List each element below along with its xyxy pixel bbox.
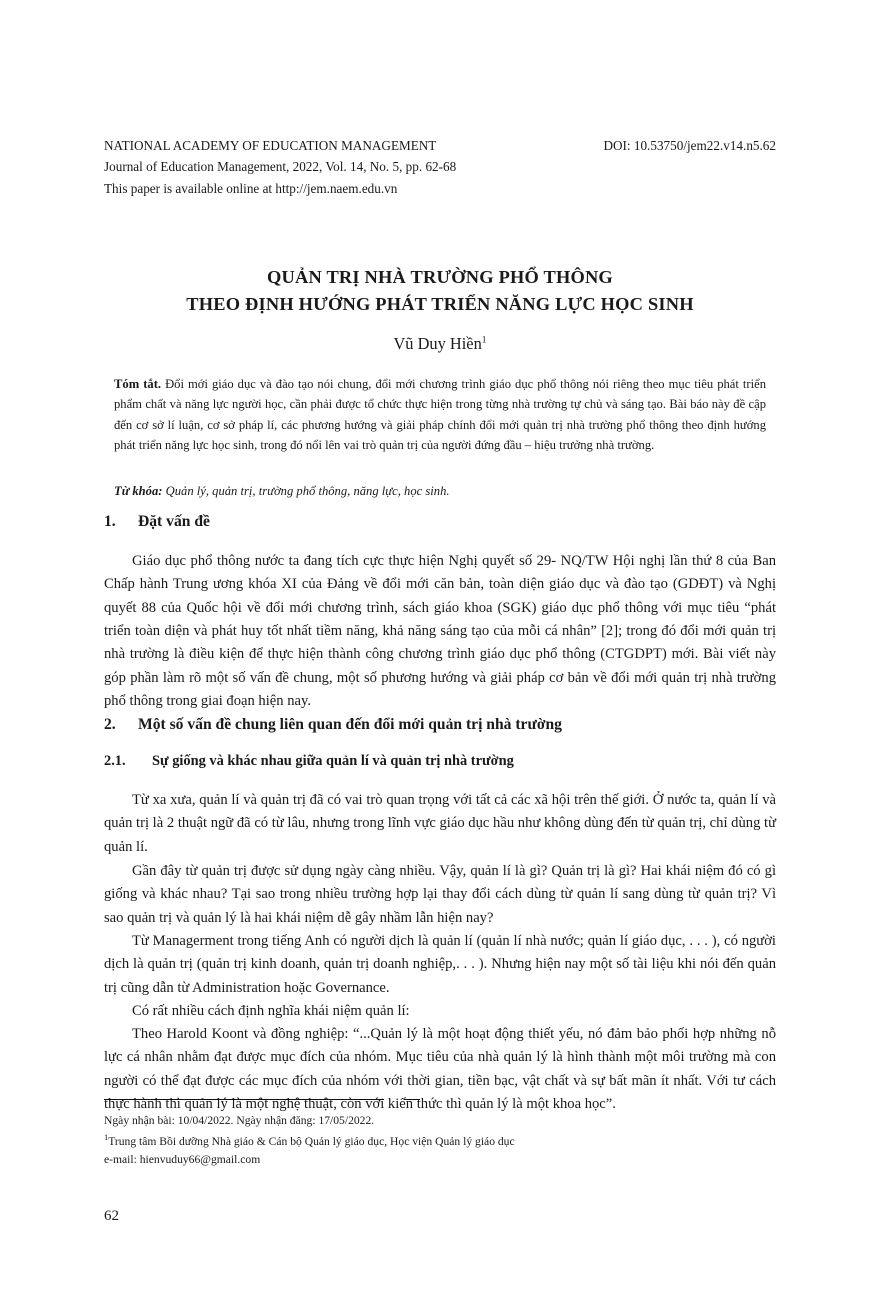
page-title [104, 264, 776, 317]
section-heading-1 [104, 513, 776, 531]
paragraph-5: Có rất nhiều cách định nghĩa khái niệm quản lí: [132, 1003, 410, 1019]
paragraph-1: Giáo dục phổ thông nước ta đang tích cực thực hiện Nghị quyết số 29- NQ/TW Hội nghị lần thứ 8 của Ban Chấp hành Trung ương khóa XI của Đảng về đổi mới căn bản, toàn diện giáo dục và đào tạo (GDĐT) và Nghị quyết 88 của Quốc hội về đổi mới chương trình, sách giáo khoa (SGK) giáo dục phổ thông với mục tiêu “phát triển toàn diện và phát huy tốt nhất tiềm năng, khả năng sáng tạo của mỗi cá nhân” [2]; trong đó đổi mới quản trị nhà trường là điều kiện để thực hiện thành công chương trình giáo dục phổ thông (CTGDPT) mới. Bài viết này góp phần làm rõ một số vấn đề chung, một số phương hướng và giải pháp cơ bản về đổi mới quản trị nhà trường phổ thông trong giai đoạn hiện nay. [104, 553, 776, 710]
section-number-2: 2. [104, 716, 116, 733]
title-line-2: THEO ĐỊNH HƯỚNG PHÁT TRIỂN NĂNG LỰC HỌC SINH [186, 293, 694, 314]
journal-citation: Journal of Education Management, 2022, Vol. 14, No. 5, pp. 62-68 [104, 159, 457, 175]
keywords [114, 481, 766, 501]
abstract-label: Tóm tắt. [114, 377, 162, 391]
page-number: 62 [104, 1208, 119, 1224]
section-title-1: Đặt vấn đề [138, 513, 210, 530]
footnote-email: e-mail: hienvuduy66@gmail.com [104, 1152, 261, 1166]
section-number-2-1: 2.1. [104, 753, 126, 769]
keywords-label: Từ khóa: [114, 484, 163, 498]
section-title-2-1: Sự giống và khác nhau giữa quản lí và quản trị nhà trường [152, 753, 514, 769]
footnote-separator-segment-2 [294, 1099, 384, 1100]
footnote-dates: Ngày nhận bài: 10/04/2022. Ngày nhận đăng: 17/05/2022. [104, 1114, 375, 1127]
masthead-top-row [104, 135, 776, 156]
masthead [104, 135, 776, 199]
paragraph-3: Gần đây từ quản trị được sử dụng ngày càng nhiều. Vậy, quản lí là gì? Quản trị là gì? Hai khái niệm đó có gì giống và khác nhau? Tại sao trong nhiều trường hợp lại thay đổi cách dùng từ quản lí sang dùng từ quản trị? Vì sao quản trị và quản lý là hai khái niệm dễ gây nhầm lẫn hiện nay? [104, 863, 776, 926]
section-heading-2 [104, 716, 776, 734]
online-availability: This paper is available online at http://jem.naem.edu.vn [104, 180, 398, 196]
title-block [104, 264, 776, 355]
keywords-text: Quản lý, quản trị, trường phổ thông, năng lực, học sinh. [165, 484, 450, 498]
abstract [114, 374, 766, 455]
title-line-1: QUẢN TRỊ NHÀ TRƯỜNG PHỔ THÔNG [267, 267, 613, 287]
footnote-separator-segment-3 [404, 1099, 420, 1100]
footnote-affiliation-text: Trung tâm Bồi dưỡng Nhà giáo & Cán bộ Quản lý giáo dục, Học viện Quản lý giáo dục [108, 1134, 515, 1148]
paragraph-6: Theo Harold Koont và đồng nghiệp: “...Quản lý là một hoạt động thiết yếu, nó đảm bảo phối hợp những nỗ lực cá nhân nhằm đạt được mục đích của nhóm. Mục tiêu của nhà quản lý là hình thành một môi trường mà con người có thể đạt được các mục đích của nhóm với thời gian, tiền bạc, vật chất và sự bất mãn ít nhất. Với tư cách thực hành thì quản lý là một nghệ thuật, còn với kiến thức thì quản lý là một khoa học”. [104, 1026, 776, 1113]
footnote-marker: 1 [104, 1132, 109, 1142]
footnotes [104, 1112, 776, 1170]
section-heading-2-1 [104, 753, 776, 770]
paragraph-4: Từ Managerment trong tiếng Anh có người dịch là quản lí (quản lí nhà nước; quản lí giáo dục, . . . ), có người dịch là quản trị (quản trị kinh doanh, quản trị doanh nghiệp,. . . ). Nhưng hiện nay một số tài liệu khi nói đến quản trị cũng dẫn từ Administration hoặc Governance. [104, 933, 776, 996]
section-title-2: Một số vấn đề chung liên quan đến đổi mới quản trị nhà trường [138, 716, 562, 733]
section-number-1: 1. [104, 513, 116, 530]
footnote-affiliation [104, 1131, 776, 1151]
author-footnote-marker: 1 [481, 335, 487, 346]
academy-name: NATIONAL ACADEMY OF EDUCATION MANAGEMENT [104, 138, 437, 153]
paragraph-2: Từ xa xưa, quản lí và quản trị đã có vai trò quan trọng với tất cả các xã hội trên thế giới. Ở nước ta, quản lí và quản trị là 2 thuật ngữ đã có từ lâu, nhưng trong lĩnh vực giáo dục hầu như không dùng đến từ quản trị, chỉ dùng từ quản lí. [104, 792, 776, 855]
doi-text: DOI: 10.53750/jem22.v14.n5.62 [603, 138, 776, 153]
abstract-text: Đổi mới giáo dục và đào tạo nói chung, đổi mới chương trình giáo dục phổ thông nói riêng theo mục tiêu phát triển phẩm chất và năng lực người học, cần phải được tổ chức thực hiện trong từng nhà trường tự chủ và sáng tạo. Bài báo này đề cập đến cơ sở lí luận, cơ sở pháp lí, các phương hướng và giải pháp chính đổi mới quản trị nhà trường phổ thông theo định hướng phát triển năng lực học sinh, trong đó nổi lên vai trò quản trị của người đứng đầu – hiệu trưởng nhà trường. [114, 377, 766, 452]
author-name [104, 333, 776, 354]
author-label: Vũ Duy Hiền [393, 334, 482, 354]
